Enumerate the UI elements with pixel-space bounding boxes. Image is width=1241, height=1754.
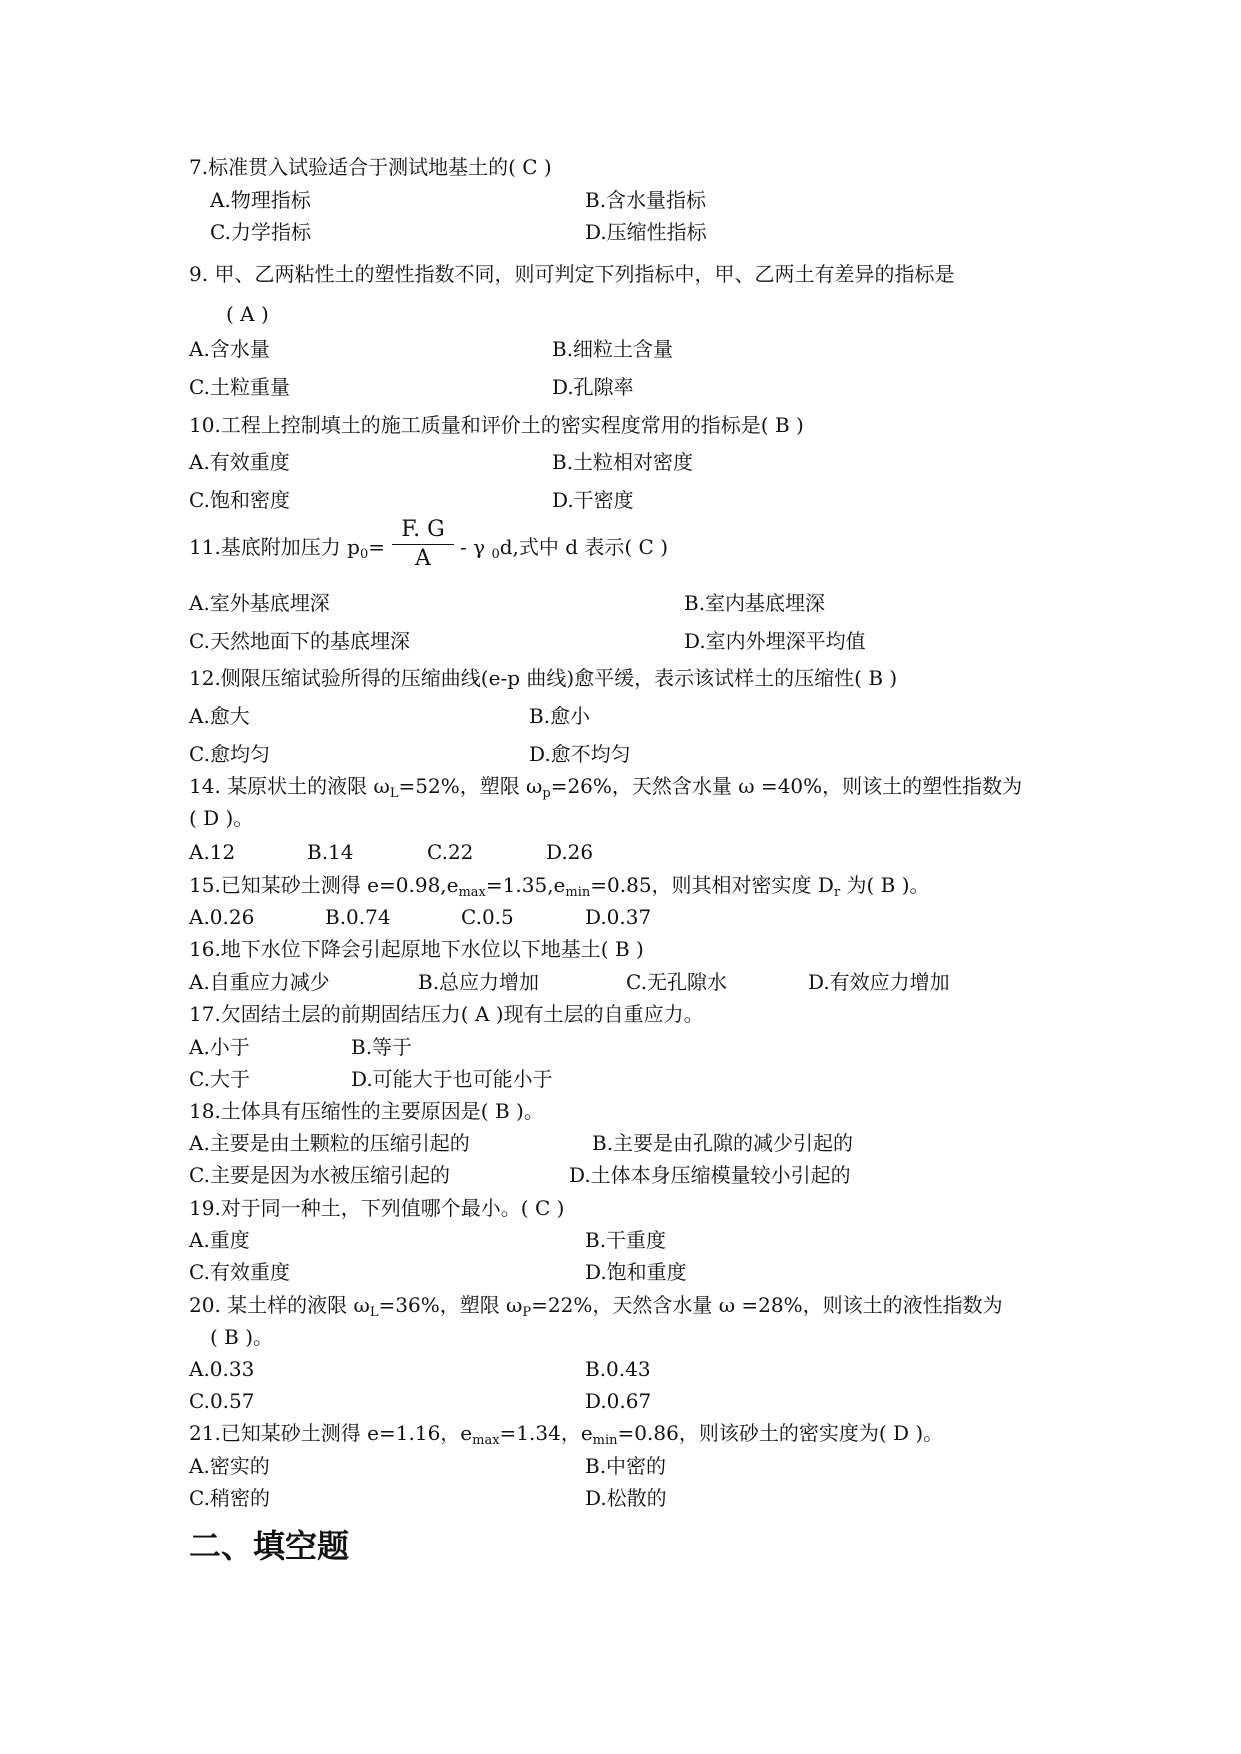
question-20-option-b: B.0.43: [585, 1357, 651, 1381]
question-19-option-c: C.有效重度: [189, 1260, 290, 1284]
question-18-option-a: A.主要是由土颗粒的压缩引起的: [189, 1131, 470, 1155]
question-14-option-d: D.26: [546, 840, 594, 864]
question-17-option-b: B.等于: [351, 1035, 413, 1059]
question-14-answer: ( D )。: [189, 806, 254, 830]
question-11-stem-prefix: 11.基底附加压力 $p_0=$: [189, 535, 386, 562]
question-16-stem: 16.地下水位下降会引起原地下水位以下地基土( B ): [189, 937, 644, 961]
question-11-stem-suffix: - γ $_0$d,式中 d 表示( C ): [460, 535, 669, 562]
question-18-option-c: C.主要是因为水被压缩引起的: [189, 1163, 450, 1187]
fraction-numerator: F. G: [401, 517, 445, 542]
question-7-option-c: C.力学指标: [210, 220, 311, 244]
question-19-option-b: B.干重度: [585, 1228, 667, 1252]
question-17-option-d: D.可能大于也可能小于: [351, 1067, 553, 1091]
question-17-option-a: A.小于: [189, 1035, 250, 1059]
question-18-option-d: D.土体本身压缩模量较小引起的: [569, 1163, 851, 1187]
question-9-option-a: A.含水量: [189, 337, 270, 361]
question-20-option-c: C.0.57: [189, 1389, 255, 1413]
question-9-answer: ( A ): [226, 302, 269, 326]
question-7-stem: 7.标准贯入试验适合于测试地基土的( C ): [189, 155, 552, 179]
question-18-stem: 18.土体具有压缩性的主要原因是( B )。: [189, 1099, 544, 1123]
question-10-option-c: C.饱和密度: [189, 488, 290, 512]
question-17-option-c: C.大于: [189, 1067, 250, 1091]
question-16-option-d: D.有效应力增加: [808, 970, 950, 994]
question-7-option-a: A.物理指标: [210, 188, 311, 212]
question-18-option-b: B.主要是由孔隙的减少引起的: [592, 1131, 854, 1155]
question-19-stem: 19.对于同一种土，下列值哪个最小。( C ): [189, 1196, 565, 1220]
question-20-option-d: D.0.67: [585, 1389, 652, 1413]
question-11-option-a: A.室外基底埋深: [189, 591, 330, 615]
question-19-option-a: A.重度: [189, 1228, 250, 1252]
question-10-option-d: D.干密度: [552, 488, 634, 512]
question-16-option-b: B.总应力增加: [418, 970, 540, 994]
question-9-stem: 9. 甲、乙两粘性土的塑性指数不同，则可判定下列指标中，甲、乙两土有差异的指标是: [189, 262, 955, 286]
question-12-option-d: D.愈不均匀: [529, 742, 631, 766]
question-9-option-d: D.孔隙率: [552, 375, 634, 399]
question-12-stem: 12.侧限压缩试验所得的压缩曲线(e-p 曲线)愈平缓，表示该试样土的压缩性( B ): [189, 666, 898, 690]
question-15-option-a: A.0.26: [189, 905, 255, 929]
question-15-option-d: D.0.37: [585, 905, 652, 929]
question-15-stem: 15.已知某砂土测得 $e=0.98,e_{max}=1.35,e_{min}=0.85$，则其相对密实度 $D_r$ 为( B )。: [189, 873, 930, 900]
question-12-option-b: B.愈小: [529, 704, 591, 728]
question-12-option-c: C.愈均匀: [189, 742, 270, 766]
question-11-fraction: [388, 516, 458, 573]
question-17-stem: 17.欠固结土层的前期固结压力( A )现有土层的自重应力。: [189, 1002, 704, 1026]
question-10-stem: 10.工程上控制填土的施工质量和评价土的密实程度常用的指标是( B ): [189, 413, 804, 437]
question-11-option-c: C.天然地面下的基底埋深: [189, 629, 410, 653]
section-heading: 二、填空题: [189, 1527, 350, 1565]
fraction-denominator: A: [415, 546, 431, 571]
question-21-option-c: C.稍密的: [189, 1486, 270, 1510]
question-16-option-a: A.自重应力减少: [189, 970, 330, 994]
question-14-option-c: C.22: [427, 840, 474, 864]
question-12-option-a: A.愈大: [189, 704, 250, 728]
question-9-option-c: C.土粒重量: [189, 375, 290, 399]
question-20-answer: ( B )。: [210, 1325, 274, 1349]
question-7-option-d: D.压缩性指标: [585, 220, 707, 244]
question-11-option-d: D.室内外埋深平均值: [684, 629, 866, 653]
question-14-stem: 14. 某原状土的液限 $\omega_L=52\%$，塑限 $\omega_p=26\%$，天然含水量 ω =40%，则该土的塑性指数为: [189, 774, 1023, 801]
question-21-option-b: B.中密的: [585, 1454, 667, 1478]
question-10-option-a: A.有效重度: [189, 450, 290, 474]
question-20-option-a: A.0.33: [189, 1357, 255, 1381]
question-10-option-b: B.土粒相对密度: [552, 450, 694, 474]
question-15-option-c: C.0.5: [461, 905, 514, 929]
question-15-option-b: B.0.74: [325, 905, 391, 929]
question-21-option-a: A.密实的: [189, 1454, 270, 1478]
question-19-option-d: D.饱和重度: [585, 1260, 687, 1284]
question-21-option-d: D.松散的: [585, 1486, 667, 1510]
question-11-option-b: B.室内基底埋深: [684, 591, 826, 615]
question-14-option-b: B.14: [307, 840, 354, 864]
question-7-option-b: B.含水量指标: [585, 188, 707, 212]
question-20-stem: 20. 某土样的液限 $\omega_L=36\%$，塑限 $\omega_P=22\%$，天然含水量 ω =28%，则该土的液性指数为: [189, 1293, 1003, 1320]
question-16-option-c: C.无孔隙水: [626, 970, 727, 994]
question-21-stem: 21.已知某砂土测得 e=1.16，$e_{max}=1.34$，$e_{min}=0.86$，则该砂土的密实度为( D )。: [189, 1421, 944, 1448]
question-9-option-b: B.细粒土含量: [552, 337, 674, 361]
question-14-option-a: A.12: [189, 840, 236, 864]
